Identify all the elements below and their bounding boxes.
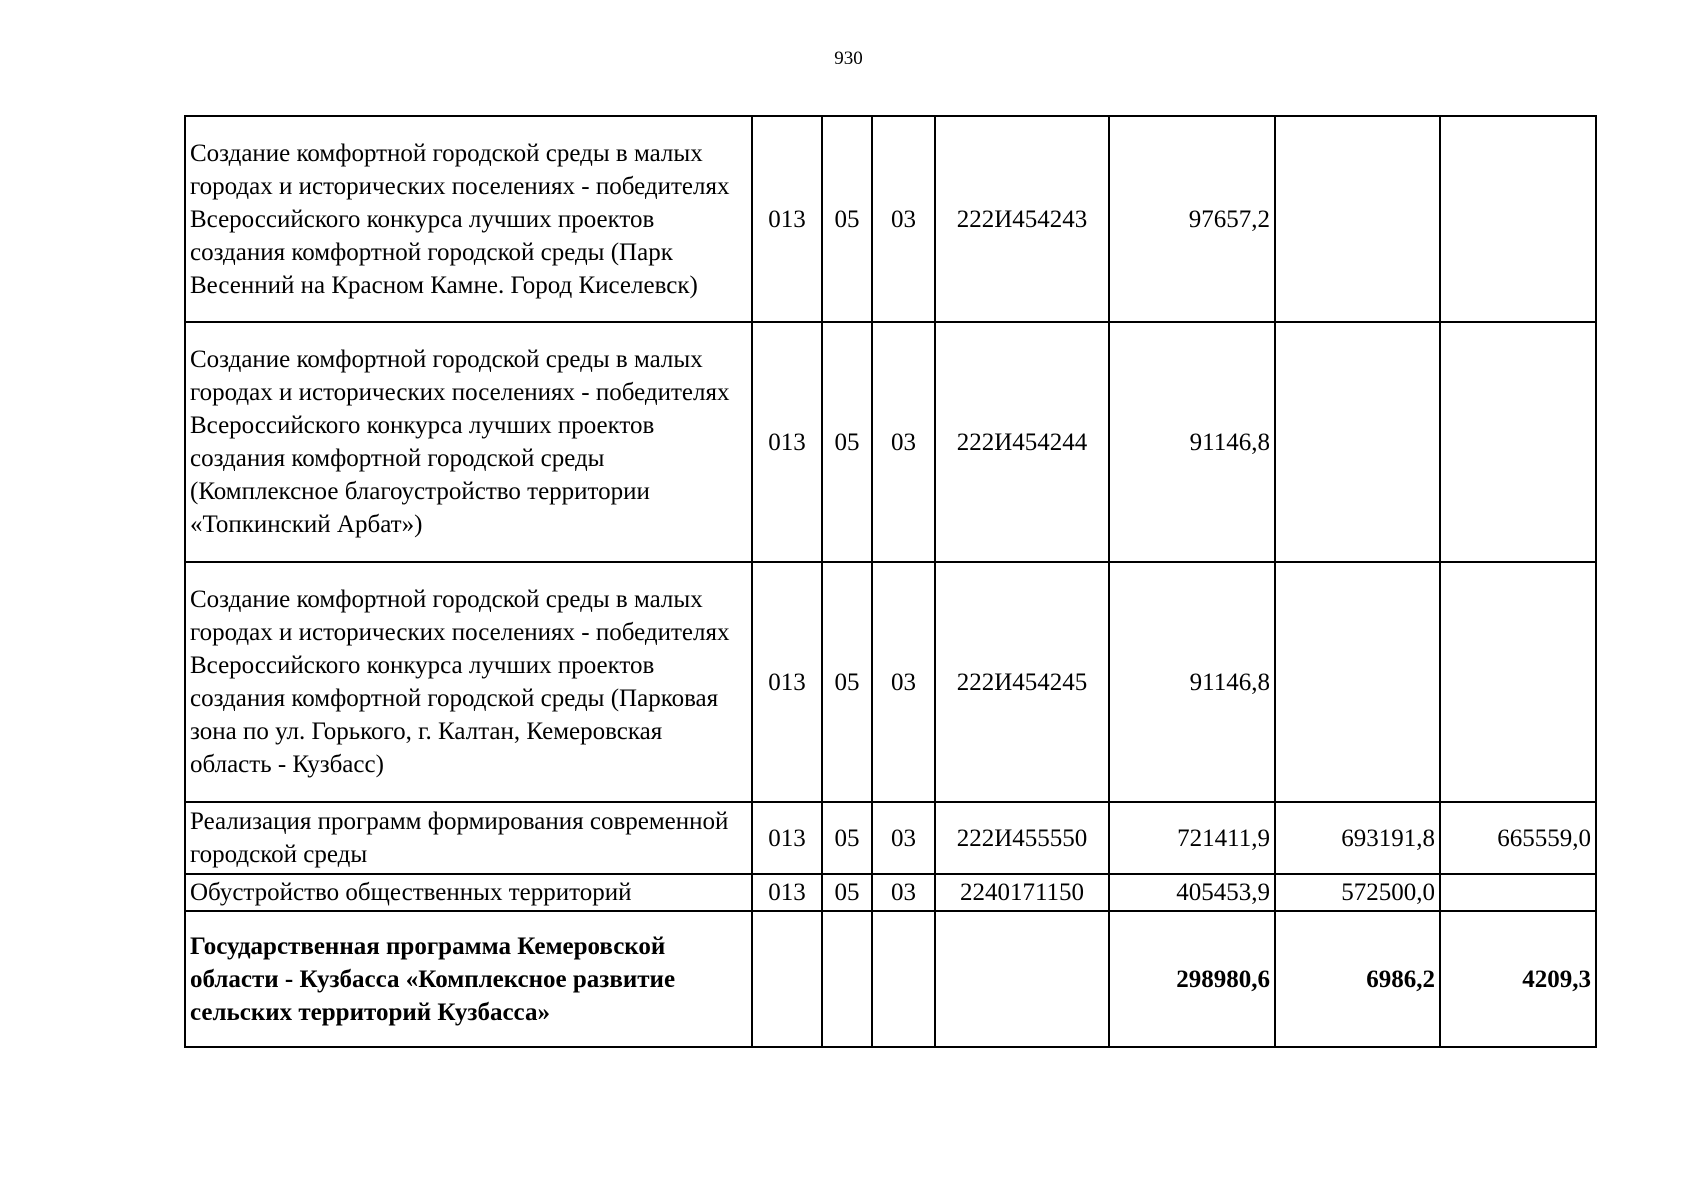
section-code: 05 [822,322,872,562]
subsection-code [872,911,935,1047]
amount-year-2 [1275,116,1440,322]
ministry-code: 013 [752,874,822,911]
budget-table [184,115,1597,1048]
row-name: Реализация программ формирования современной городской среды [185,802,752,874]
row-name: Обустройство общественных территорий [185,874,752,911]
table-row [185,116,1596,322]
ministry-code: 013 [752,562,822,802]
ministry-code: 013 [752,322,822,562]
amount-year-1: 405453,9 [1109,874,1275,911]
subsection-code: 03 [872,874,935,911]
section-code: 05 [822,802,872,874]
amount-year-3: 665559,0 [1440,802,1596,874]
amount-year-2: 693191,8 [1275,802,1440,874]
section-code [822,911,872,1047]
amount-year-2: 572500,0 [1275,874,1440,911]
amount-year-2 [1275,322,1440,562]
amount-year-1: 97657,2 [1109,116,1275,322]
ministry-code [752,911,822,1047]
subsection-code: 03 [872,562,935,802]
table-row [185,911,1596,1047]
row-name: Создание комфортной городской среды в малых городах и исторических поселениях - победителях Всероссийского конкурса лучших проектов создания комфортной городской среды (Парковая зона по ул. Горького, г. Калтан, Кемеровская область - Кузбасс) [185,562,752,802]
target-article-code: 222И454245 [935,562,1109,802]
target-article-code: 222И455550 [935,802,1109,874]
amount-year-2: 6986,2 [1275,911,1440,1047]
row-name: Государственная программа Кемеровской области - Кузбасса «Комплексное развитие сельских территорий Кузбасса» [185,911,752,1047]
subsection-code: 03 [872,116,935,322]
amount-year-1: 91146,8 [1109,322,1275,562]
amount-year-1: 298980,6 [1109,911,1275,1047]
amount-year-1: 721411,9 [1109,802,1275,874]
table-row [185,802,1596,874]
table-row [185,322,1596,562]
table-row [185,562,1596,802]
target-article-code: 222И454243 [935,116,1109,322]
row-name: Создание комфортной городской среды в малых городах и исторических поселениях - победителях Всероссийского конкурса лучших проектов создания комфортной городской среды (Парк Весенний на Красном Камне. Город Киселевск) [185,116,752,322]
amount-year-3 [1440,562,1596,802]
amount-year-1: 91146,8 [1109,562,1275,802]
section-code: 05 [822,116,872,322]
subsection-code: 03 [872,802,935,874]
amount-year-2 [1275,562,1440,802]
subsection-code: 03 [872,322,935,562]
amount-year-3 [1440,116,1596,322]
amount-year-3: 4209,3 [1440,911,1596,1047]
target-article-code: 222И454244 [935,322,1109,562]
row-name: Создание комфортной городской среды в малых городах и исторических поселениях - победителях Всероссийского конкурса лучших проектов создания комфортной городской среды (Комплексное благоустройство территории «Топкинский Арбат») [185,322,752,562]
section-code: 05 [822,562,872,802]
ministry-code: 013 [752,116,822,322]
target-article-code [935,911,1109,1047]
target-article-code: 2240171150 [935,874,1109,911]
amount-year-3 [1440,874,1596,911]
ministry-code: 013 [752,802,822,874]
section-code: 05 [822,874,872,911]
table-row [185,874,1596,911]
page-number: 930 [834,48,863,69]
amount-year-3 [1440,322,1596,562]
